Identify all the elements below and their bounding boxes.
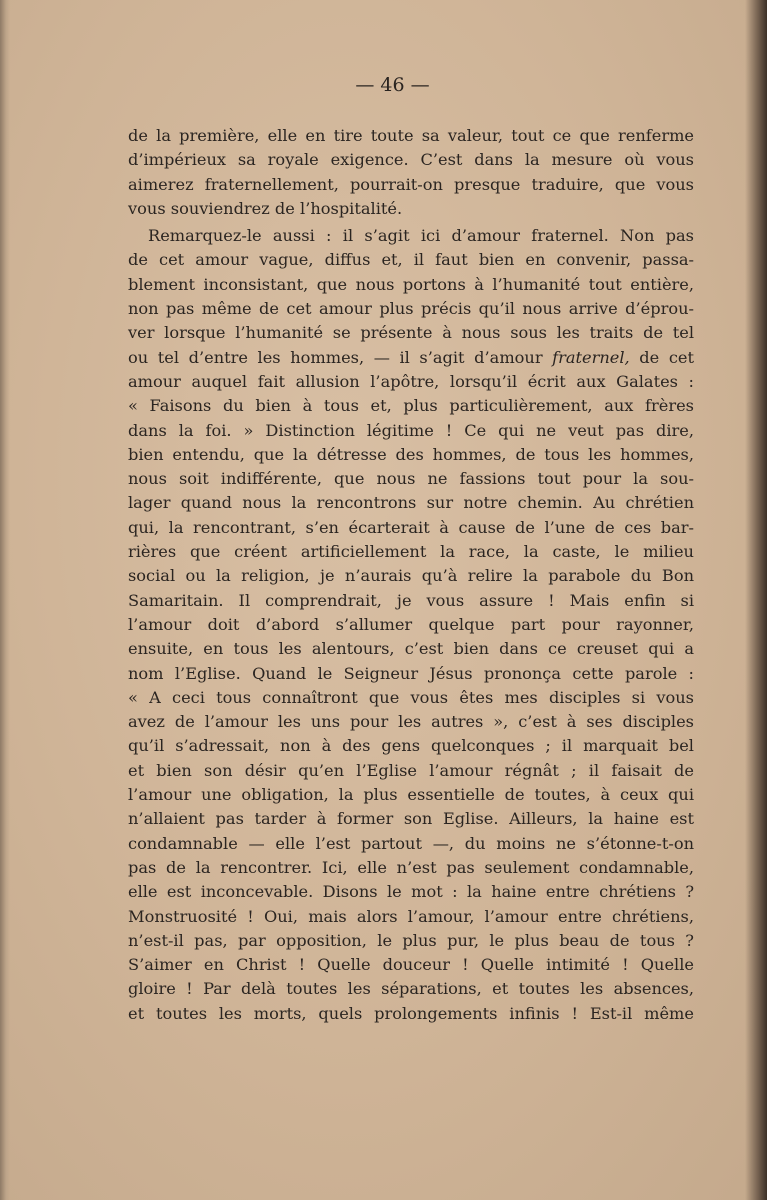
text-line: condamnable — elle l’est partout —, du moins ne s’étonne-t-on — [128, 833, 694, 853]
emphasized-word: fraternel, — [552, 347, 630, 367]
text-line: S’aimer en Christ ! Quelle douceur ! Quelle intimité ! Quelle — [128, 955, 694, 975]
text-line: aimerez fraternellement, pourrait-on presque traduire, que vous — [128, 174, 694, 194]
text-line: Samaritain. Il comprendrait, je vous assure ! Mais enfin si — [128, 590, 694, 610]
text-line: amour auquel fait allusion l’apôtre, lorsqu’il écrit aux Galates : — [128, 371, 694, 391]
text-line: « A ceci tous connaîtront que vous êtes mes disciples si vous — [128, 687, 694, 707]
text-line: elle est inconcevable. Disons le mot : la haine entre chrétiens ? — [128, 882, 694, 902]
text-line: nom l’Eglise. Quand le Seigneur Jésus prononça cette parole : — [128, 663, 694, 683]
text-line: blement inconsistant, que nous portons à l’humanité tout entière, — [128, 274, 694, 294]
text-line: l’amour doit d’abord s’allumer quelque part pour rayonner, — [128, 614, 694, 634]
text-line: qui, la rencontrant, s’en écarterait à cause de l’une de ces bar- — [128, 517, 694, 537]
text-line: avez de l’amour les uns pour les autres », c’est à ses disciples — [128, 712, 694, 732]
page-number: — 46 — — [355, 74, 430, 96]
text-line: non pas même de cet amour plus précis qu’il nous arrive d’éprou- — [128, 299, 694, 319]
page-right-edge — [745, 0, 767, 1200]
text-line: gloire ! Par delà toutes les séparations, et toutes les absences, — [128, 979, 694, 999]
body-text — [128, 124, 694, 1026]
text-line: vous souviendrez de l’hospitalité. — [128, 198, 403, 218]
text-line: lager quand nous la rencontrons sur notre chemin. Au chrétien — [128, 493, 694, 513]
paragraph-2 — [128, 224, 694, 1026]
text-line: d’impérieux sa royale exigence. C’est dans la mesure où vous — [128, 150, 694, 170]
paragraph-1 — [128, 124, 694, 221]
text-segment: de cet — [629, 347, 694, 367]
text-line: de la première, elle en tire toute sa valeur, tout ce que renferme — [128, 126, 694, 145]
text-line: Monstruosité ! Oui, mais alors l’amour, l’amour entre chrétiens, — [128, 906, 694, 926]
text-line: n’est-il pas, par opposition, le plus pur, le plus beau de tous ? — [128, 930, 694, 950]
text-line: de cet amour vague, diffus et, il faut bien en convenir, passa- — [128, 250, 694, 270]
text-line: bien entendu, que la détresse des hommes, de tous les hommes, — [128, 444, 694, 464]
text-line: nous soit indifférente, que nous ne fassions tout pour la sou- — [128, 469, 694, 489]
text-line-with-emphasis — [128, 346, 694, 370]
text-line: Remarquez-le aussi : il s’agit ici d’amour fraternel. Non pas — [148, 226, 694, 246]
text-line: ver lorsque l’humanité se présente à nous sous les traits de tel — [128, 323, 694, 343]
text-line: pas de la rencontrer. Ici, elle n’est pas seulement condamnable, — [128, 857, 694, 877]
text-line: ensuite, en tous les alentours, c’est bien dans ce creuset qui a — [128, 639, 694, 659]
text-line: qu’il s’adressait, non à des gens quelconques ; il marquait bel — [128, 736, 694, 756]
text-line: « Faisons du bien à tous et, plus particulièrement, aux frères — [128, 396, 694, 416]
text-line: dans la foi. » Distinction légitime ! Ce qui ne veut pas dire, — [128, 420, 694, 440]
text-line: n’allaient pas tarder à former son Eglise. Ailleurs, la haine est — [128, 809, 694, 829]
page-left-edge — [0, 0, 10, 1200]
text-line: rières que créent artificiellement la race, la caste, le milieu — [128, 542, 694, 562]
text-segment: ou tel d’entre les hommes, — il s’agit d’amour — [128, 347, 543, 367]
text-line: l’amour une obligation, la plus essentielle de toutes, à ceux qui — [128, 785, 694, 805]
text-line: et toutes les morts, quels prolongements infinis ! Est-il même — [128, 1003, 694, 1023]
text-line: et bien son désir qu’en l’Eglise l’amour régnât ; il faisait de — [128, 760, 694, 780]
text-line: social ou la religion, je n’aurais qu’à relire la parabole du Bon — [128, 566, 694, 586]
